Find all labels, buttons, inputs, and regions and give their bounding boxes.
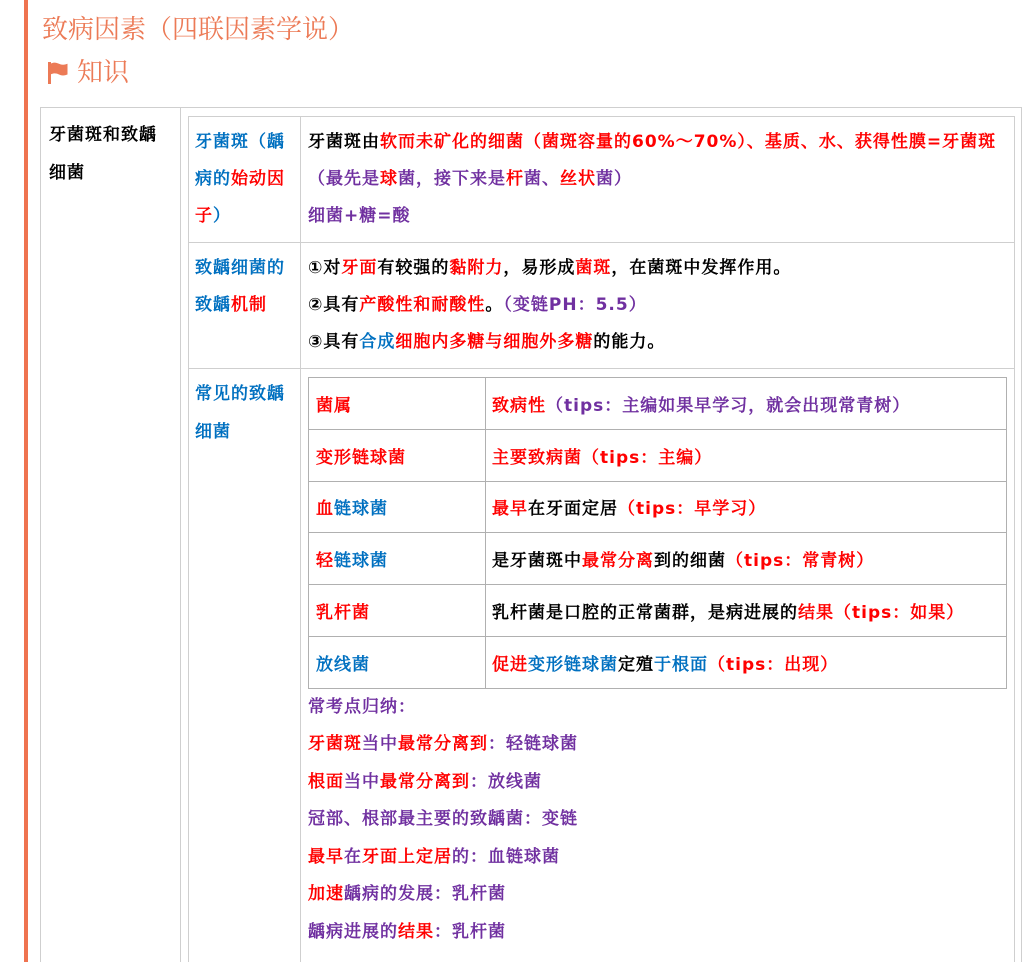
text-run: （变链PH：5.5） xyxy=(503,295,647,315)
text-run: 黏附力 xyxy=(449,258,504,278)
text-run: 菌斑 xyxy=(575,258,612,278)
content-line xyxy=(308,124,1007,161)
pathogenicity-cell xyxy=(486,482,1007,534)
text-run: （tips：常青树） xyxy=(726,551,875,572)
text-run: 机制 xyxy=(231,295,267,315)
text-run: 最早 xyxy=(308,846,344,867)
text-run: ：轻链球菌 xyxy=(488,734,578,755)
text-run: （tips：出现） xyxy=(708,654,839,675)
text-run: 牙菌斑 xyxy=(308,734,362,755)
flag-icon xyxy=(47,62,68,84)
page-title: 致病因素（四联因素学说） xyxy=(42,15,355,45)
pathogenicity-cell xyxy=(486,585,1007,637)
text-run: 是牙菌斑中 xyxy=(492,551,582,572)
text-run: 牙面 xyxy=(341,258,378,278)
text-run: 的能力。 xyxy=(593,332,666,352)
text-run: 在牙面定居 xyxy=(528,499,618,520)
row-content xyxy=(301,369,1014,962)
text-run: 链球菌 xyxy=(334,551,388,572)
summary-item xyxy=(308,726,1007,764)
text-run: 丝状 xyxy=(560,169,596,189)
text-run: ） xyxy=(213,206,231,226)
text-run: 的：血链球菌 xyxy=(452,846,560,867)
text-run: 龋病进展的 xyxy=(308,921,398,942)
content-line xyxy=(308,198,1007,235)
text-run: 根面 xyxy=(308,771,344,792)
table-row-cariogenic-mechanism xyxy=(189,243,1014,369)
section-heading-label: 知识 xyxy=(77,58,130,88)
text-run: 变形链球菌 xyxy=(528,654,618,675)
text-run: （tips：早学习） xyxy=(618,499,767,520)
row-label xyxy=(189,117,301,242)
text-run: 变形链球菌 xyxy=(316,447,406,468)
text-run: 促进 xyxy=(492,654,528,675)
genus-cell xyxy=(309,585,486,637)
content-line xyxy=(308,250,1007,287)
text-run: 乳杆菌 xyxy=(316,603,370,624)
text-run: 致病性 xyxy=(492,395,546,416)
text-run: 合成 xyxy=(359,332,396,352)
text-run: 放线菌 xyxy=(316,654,370,675)
left-accent-bar xyxy=(24,0,28,962)
content-line xyxy=(308,324,1007,361)
row-label xyxy=(189,243,301,368)
genus-header-cell xyxy=(309,378,486,430)
text-run: ②具有 xyxy=(308,295,360,315)
summary-heading xyxy=(308,689,1007,727)
text-run: （tips：主编） xyxy=(582,447,713,468)
text-run: 当中 xyxy=(344,771,380,792)
bacteria-table xyxy=(308,377,1007,689)
table-row xyxy=(309,585,1007,637)
text-run: 软而未矿化的细菌（菌斑容量的60%～70%）、基质、水、获得性膜=牙菌斑 xyxy=(380,132,997,152)
text-run: 当中 xyxy=(362,734,398,755)
summary-item xyxy=(308,914,1007,952)
row-content xyxy=(301,243,1014,368)
text-run: 常见的致龋细菌 xyxy=(195,384,285,442)
summary-item xyxy=(308,839,1007,877)
text-run: 最常分离到 xyxy=(398,734,488,755)
text-run: 链球菌 xyxy=(334,499,388,520)
text-run: ①对 xyxy=(308,258,342,278)
text-run: ：放线菌 xyxy=(470,771,542,792)
text-run: 龋病的发展：乳杆菌 xyxy=(344,884,506,905)
text-run: 主要致病菌 xyxy=(492,447,582,468)
text-run: （tips：主编如果早学习，就会出现常青树） xyxy=(546,395,911,416)
table-row-dental-plaque xyxy=(189,117,1014,243)
topic-cell: 牙菌斑和致龋细菌 xyxy=(41,108,181,962)
content-line xyxy=(308,161,1007,198)
table-row xyxy=(309,482,1007,534)
table-row-common-bacteria xyxy=(189,369,1014,962)
text-run: 于根面 xyxy=(654,654,708,675)
section-heading xyxy=(47,53,129,93)
text-run: 。 xyxy=(485,295,504,315)
bacteria-table-header-row xyxy=(309,378,1007,430)
text-run: 始动因子 xyxy=(195,169,285,226)
text-run: ：乳杆菌 xyxy=(434,921,506,942)
row-content xyxy=(301,117,1014,242)
content-line xyxy=(308,287,1007,324)
text-run: 细胞内多糖与细胞外多糖 xyxy=(395,332,594,352)
text-run: 产酸性和耐酸性 xyxy=(359,295,486,315)
summary-item xyxy=(308,801,1007,839)
text-run: 定殖 xyxy=(618,654,654,675)
summary-item xyxy=(308,876,1007,914)
topic-detail-table xyxy=(188,116,1015,962)
text-run: 菌、 xyxy=(524,169,560,189)
text-run: 加速 xyxy=(308,884,344,905)
text-run: 最常分离 xyxy=(582,551,654,572)
knowledge-table xyxy=(40,107,1022,962)
text-run: 常考点归纳： xyxy=(308,696,416,717)
text-run: 最早 xyxy=(492,499,528,520)
pathogenicity-header-cell xyxy=(486,378,1007,430)
table-row xyxy=(309,430,1007,482)
text-run: 有较强的 xyxy=(377,258,450,278)
table-row xyxy=(309,637,1007,689)
text-run: 球 xyxy=(380,169,398,189)
text-run: ，在菌斑中发挥作用。 xyxy=(611,258,792,278)
text-run: 菌） xyxy=(596,169,632,189)
text-run: 杆 xyxy=(506,169,524,189)
exam-points-summary xyxy=(308,689,1007,952)
table-row xyxy=(309,533,1007,585)
text-run: 结果（tips：如果） xyxy=(798,603,965,624)
text-run: ③具有 xyxy=(308,332,360,352)
genus-cell xyxy=(309,637,486,689)
genus-cell xyxy=(309,482,486,534)
genus-cell xyxy=(309,430,486,482)
text-run: 致龋细菌的致龋 xyxy=(195,258,285,315)
text-run: （最先是 xyxy=(308,169,380,189)
pathogenicity-cell xyxy=(486,637,1007,689)
text-run: 乳杆菌是口腔的正常菌群，是病进展的 xyxy=(492,603,798,624)
text-run: 菌属 xyxy=(316,395,352,416)
text-run: ，易形成 xyxy=(503,258,576,278)
text-run: 细菌+糖=酸 xyxy=(308,206,411,226)
text-run: 在 xyxy=(344,846,362,867)
genus-cell xyxy=(309,533,486,585)
text-run: 轻 xyxy=(316,551,334,572)
text-run: 结果 xyxy=(398,921,434,942)
text-run: 菌，接下来是 xyxy=(398,169,506,189)
pathogenicity-cell xyxy=(486,430,1007,482)
pathogenicity-cell xyxy=(486,533,1007,585)
summary-item xyxy=(308,764,1007,802)
text-run: 牙菌斑（龋病的 xyxy=(195,132,285,189)
text-run: 冠部、根部最主要的致龋菌：变链 xyxy=(308,809,578,830)
text-run: 血 xyxy=(316,499,334,520)
row-label xyxy=(189,369,301,962)
text-run: 到的细菌 xyxy=(654,551,726,572)
text-run: 最常分离到 xyxy=(380,771,470,792)
text-run: 牙面上定居 xyxy=(362,846,452,867)
text-run: 牙菌斑由 xyxy=(308,132,380,152)
